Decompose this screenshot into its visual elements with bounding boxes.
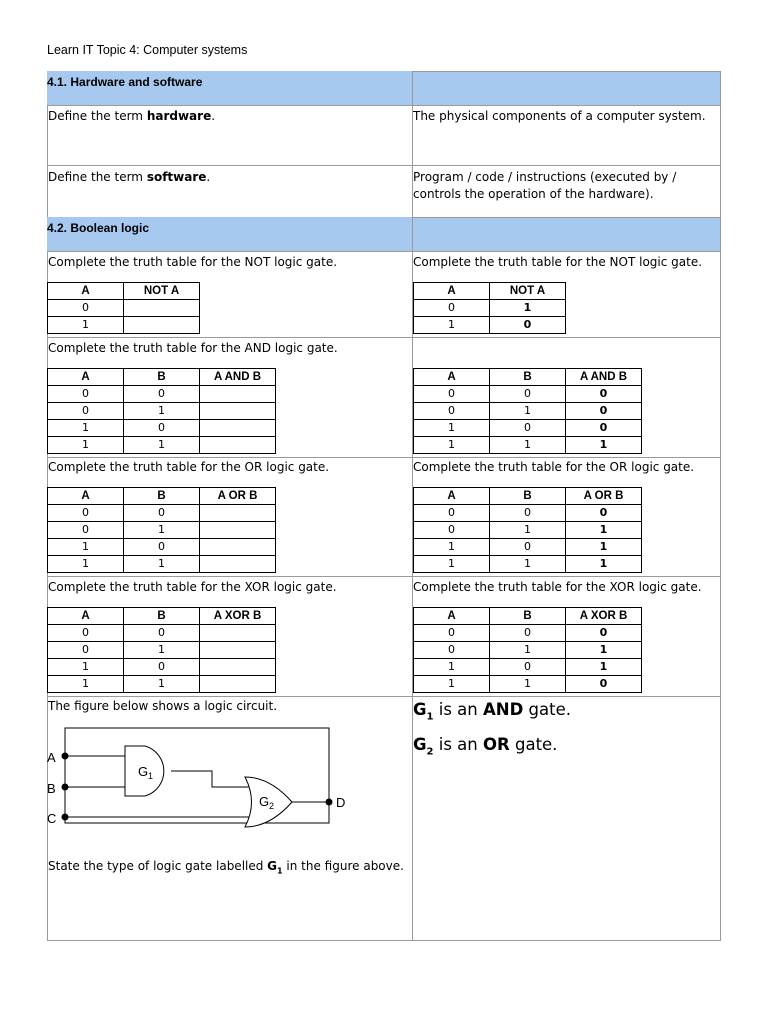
or-question: Complete the truth table for the OR logic gate. [48, 460, 330, 474]
and-truth-table-answer: A B A AND B 0 0 0 0 1 0 1 0 0 1 1 1 [413, 368, 642, 454]
section-title: 4.2. Boolean logic [47, 221, 150, 235]
xor-question: Complete the truth table for the XOR logic gate. [48, 580, 337, 594]
xor-question-answer-side: Complete the truth table for the XOR logic gate. [413, 580, 702, 594]
section-header-hardware [47, 71, 412, 105]
not-truth-table-answer: A NOT A 0 1 1 0 [413, 282, 566, 334]
and-truth-table-blank: A B A AND B 0 0 0 1 1 0 1 1 [47, 368, 276, 454]
g1-answer: $G_1$ is an AND gate. [413, 700, 571, 723]
xor-truth-table-answer: A B A XOR B 0 0 0 0 1 1 1 0 1 1 1 0 [413, 607, 642, 693]
label-g1-sub: 1 [148, 771, 154, 781]
label-g2-sub: 2 [269, 801, 275, 811]
label-c: C [47, 811, 57, 826]
or-question-answer-side: Complete the truth table for the OR logic gate. [413, 460, 695, 474]
hardware-question: Define the term hardware. [48, 109, 216, 123]
input-b-node [62, 784, 69, 791]
and-question: Complete the truth table for the AND logic gate. [48, 341, 338, 355]
xor-truth-table-blank: A B A XOR B 0 0 0 1 1 0 1 1 [47, 607, 276, 693]
logic-circuit-diagram [45, 722, 365, 832]
not-truth-table-blank: A NOT A 0 1 [47, 282, 200, 334]
section-header-boolean [47, 217, 412, 251]
input-c-node [62, 814, 69, 821]
circuit-question: State the type of logic gate labelled $G_1$ in the figure above. [48, 859, 404, 876]
label-g2: G [259, 794, 270, 809]
label-b: B [47, 781, 56, 796]
not-question: Complete the truth table for the NOT logic gate. [48, 255, 338, 269]
hardware-answer: The physical components of a computer system. [413, 109, 706, 123]
circuit-intro: The figure below shows a logic circuit. [48, 699, 278, 713]
g2-answer: $G_2$ is an OR gate. [413, 735, 558, 758]
software-answer: Program / code / instructions (executed by / controls the operation of the hardware). [413, 170, 677, 201]
software-question: Define the term software. [48, 170, 211, 184]
section-title: 4.1. Hardware and software [47, 75, 203, 89]
label-d: D [336, 795, 346, 810]
output-d-node [326, 799, 333, 806]
or-truth-table-answer: A B A OR B 0 0 0 0 1 1 1 0 1 1 1 1 [413, 487, 642, 573]
label-a: A [47, 750, 56, 765]
or-truth-table-blank: A B A OR B 0 0 0 1 1 0 1 1 [47, 487, 276, 573]
not-question-answer-side: Complete the truth table for the NOT logic gate. [413, 255, 703, 269]
document-title: Learn IT Topic 4: Computer systems [47, 43, 248, 57]
input-a-node [62, 753, 69, 760]
label-g1: G [138, 764, 149, 779]
